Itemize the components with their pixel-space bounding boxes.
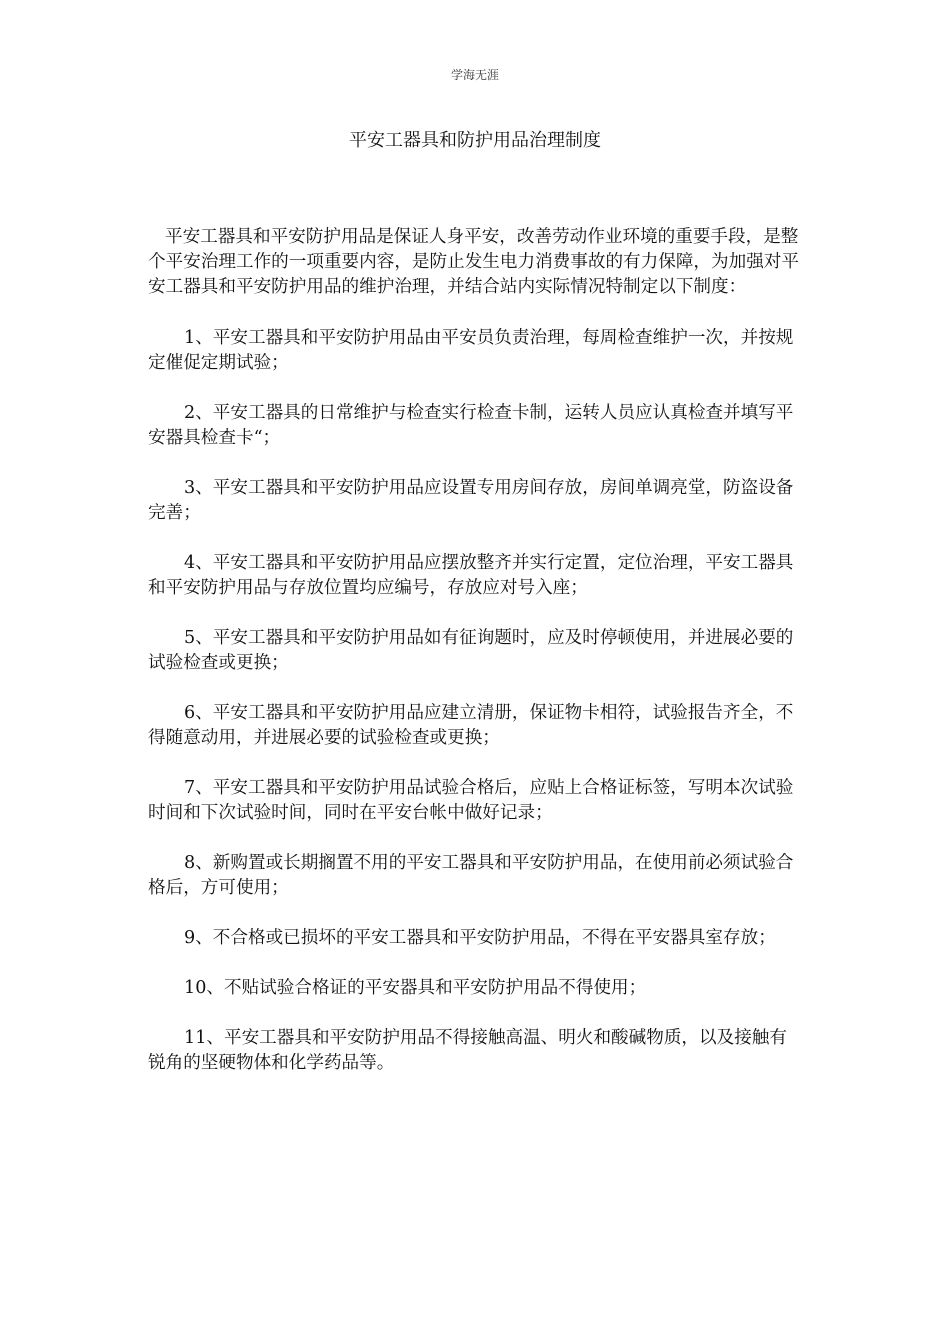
rule-item-8: 8、新购置或长期搁置不用的平安工器具和平安防护用品，在使用前必须试验合格后，方可使用； <box>148 853 794 898</box>
rule-item-10: 10、不贴试验合格证的平安器具和平安防护用品不得使用； <box>184 978 647 998</box>
rule-item-5: 5、平安工器具和平安防护用品如有征询题时，应及时停顿使用，并进展必要的试验检查或更换； <box>148 628 794 673</box>
document-title: 平安工器具和防护用品治理制度 <box>349 130 601 151</box>
rule-item-4: 4、平安工器具和平安防护用品应摆放整齐并实行定置，定位治理，平安工器具和平安防护用品与存放位置均应编号，存放应对号入座； <box>148 553 794 598</box>
document-body <box>148 225 800 1101</box>
rule-item-6: 6、平安工器具和平安防护用品应建立清册，保证物卡相符，试验报告齐全，不得随意动用，并进展必要的试验检查或更换； <box>148 703 794 748</box>
intro-paragraph: 平安工器具和平安防护用品是保证人身平安，改善劳动作业环境的重要手段，是整个平安治理工作的一项重要内容，是防止发生电力消费事故的有力保障，为加强对平安工器具和平安防护用品的维护治理，并结合站内实际情况特制定以下制度： <box>148 227 799 297</box>
rule-item-1: 1、平安工器具和平安防护用品由平安员负责治理，每周检查维护一次，并按规定催促定期试验； <box>148 328 794 373</box>
rule-item-11: 11、平安工器具和平安防护用品不得接触高温、明火和酸碱物质，以及接触有锐角的坚硬物体和化学药品等。 <box>148 1028 787 1073</box>
rule-item-2: 2、平安工器具的日常维护与检查实行检查卡制，运转人员应认真检查并填写平安器具检查卡“； <box>148 403 794 448</box>
rule-item-3: 3、平安工器具和平安防护用品应设置专用房间存放，房间单调亮堂，防盗设备完善； <box>148 478 794 523</box>
rule-item-9: 9、不合格或已损坏的平安工器具和平安防护用品，不得在平安器具室存放； <box>184 928 776 948</box>
page-header: 学海无涯 <box>450 68 499 82</box>
rule-item-7: 7、平安工器具和平安防护用品试验合格后，应贴上合格证标签，写明本次试验时间和下次试验时间，同时在平安台帐中做好记录； <box>148 778 794 823</box>
